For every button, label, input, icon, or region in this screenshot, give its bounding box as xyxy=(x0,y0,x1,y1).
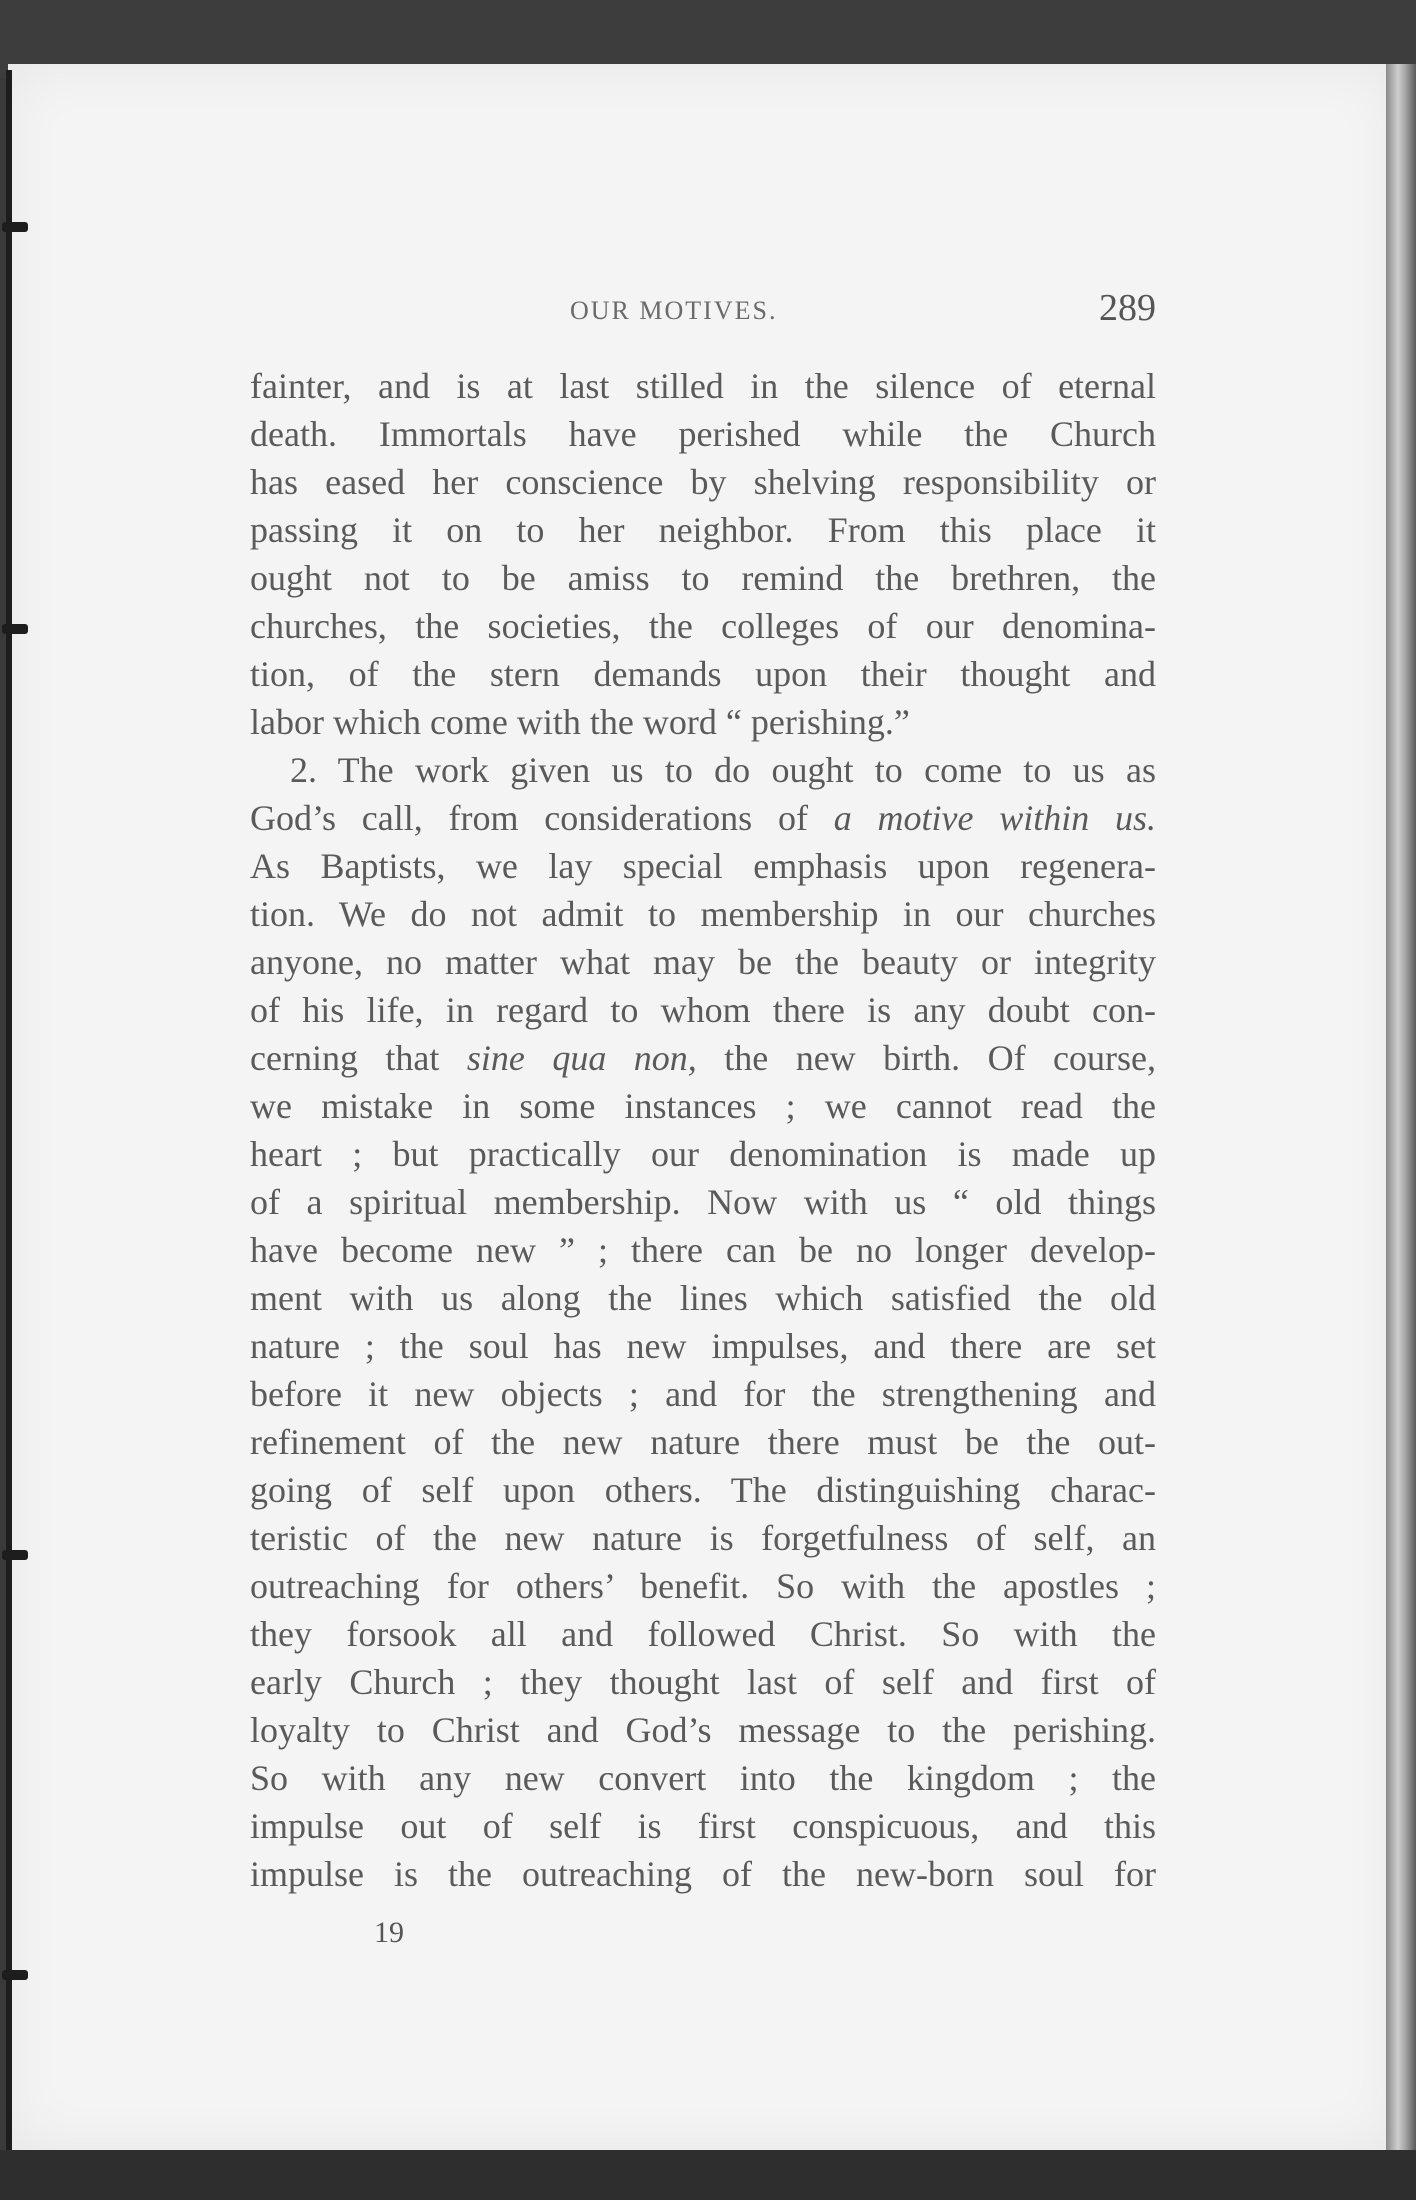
text-line: anyone, no matter what may be the beauty or integrity xyxy=(250,942,1156,982)
text-line: death. Immortals have perished while the Church xyxy=(250,414,1156,454)
text-line: tion, of the stern demands upon their thought and xyxy=(250,654,1156,694)
italic-phrase: a motive within us. xyxy=(833,798,1156,838)
spine-binding-mark xyxy=(2,624,28,634)
page-number: 289 xyxy=(1099,287,1156,329)
text-line: loyalty to Christ and God’s message to the perishing. xyxy=(250,1710,1156,1750)
text-line: refinement of the new nature there must be the out- xyxy=(250,1422,1156,1462)
text-line: impulse out of self is first conspicuous, and this xyxy=(250,1806,1156,1846)
text-line: of a spiritual membership. Now with us “ old things xyxy=(250,1182,1156,1222)
text-line: tion. We do not admit to membership in our churches xyxy=(250,894,1156,934)
text-line: before it new objects ; and for the strengthening and xyxy=(250,1374,1156,1414)
text-line: early Church ; they thought last of self and first of xyxy=(250,1662,1156,1702)
text-segment: God’s call, from considerations of xyxy=(250,798,834,838)
page-edge xyxy=(1386,64,1416,2150)
text-line: we mistake in some instances ; we cannot read the xyxy=(250,1086,1156,1126)
spine-binding-mark xyxy=(2,1970,28,1980)
text-line: has eased her conscience by shelving responsibility or xyxy=(250,462,1156,502)
text-line: 2. The work given us to do ought to come to us as xyxy=(290,750,1156,790)
text-line: churches, the societies, the colleges of our denomina- xyxy=(250,606,1156,646)
running-title: OUR MOTIVES. xyxy=(570,296,778,325)
text-line: So with any new convert into the kingdom ; the xyxy=(250,1758,1156,1798)
text-line: they forsook all and followed Christ. So with the xyxy=(250,1614,1156,1654)
text-segment: the new birth. Of course, xyxy=(696,1038,1156,1078)
signature-mark: 19 xyxy=(374,1916,404,1949)
text-line: labor which come with the word “ perishing.” xyxy=(250,702,910,742)
text-segment: cerning that xyxy=(250,1038,467,1078)
text-line: passing it on to her neighbor. From this place it xyxy=(250,510,1156,550)
text-line: impulse is the outreaching of the new-born soul for xyxy=(250,1854,1156,1894)
running-head xyxy=(250,286,1166,336)
text-line: ought not to be amiss to remind the brethren, the xyxy=(250,558,1156,598)
text-line xyxy=(250,1034,1156,1082)
scan-bottom-border xyxy=(0,2150,1416,2200)
body-text xyxy=(250,362,1156,1898)
spine-binding-mark xyxy=(2,222,28,232)
text-line: have become new ” ; there can be no longer develop- xyxy=(250,1230,1156,1270)
spine-binding-mark xyxy=(2,1550,28,1560)
text-line: heart ; but practically our denomination is made up xyxy=(250,1134,1156,1174)
text-line: outreaching for others’ benefit. So with the apostles ; xyxy=(250,1566,1156,1606)
italic-phrase: sine qua non, xyxy=(466,1038,697,1078)
text-line: of his life, in regard to whom there is any doubt con- xyxy=(250,990,1156,1030)
text-line xyxy=(250,794,1156,842)
text-line: teristic of the new nature is forgetfulness of self, an xyxy=(250,1518,1156,1558)
text-line: As Baptists, we lay special emphasis upon regenera- xyxy=(250,846,1156,886)
text-line: going of self upon others. The distinguishing charac- xyxy=(250,1470,1156,1510)
book-spine xyxy=(6,70,12,2155)
text-line: fainter, and is at last stilled in the silence of eternal xyxy=(250,366,1156,406)
text-line: ment with us along the lines which satisfied the old xyxy=(250,1278,1156,1318)
text-line: nature ; the soul has new impulses, and there are set xyxy=(250,1326,1156,1366)
